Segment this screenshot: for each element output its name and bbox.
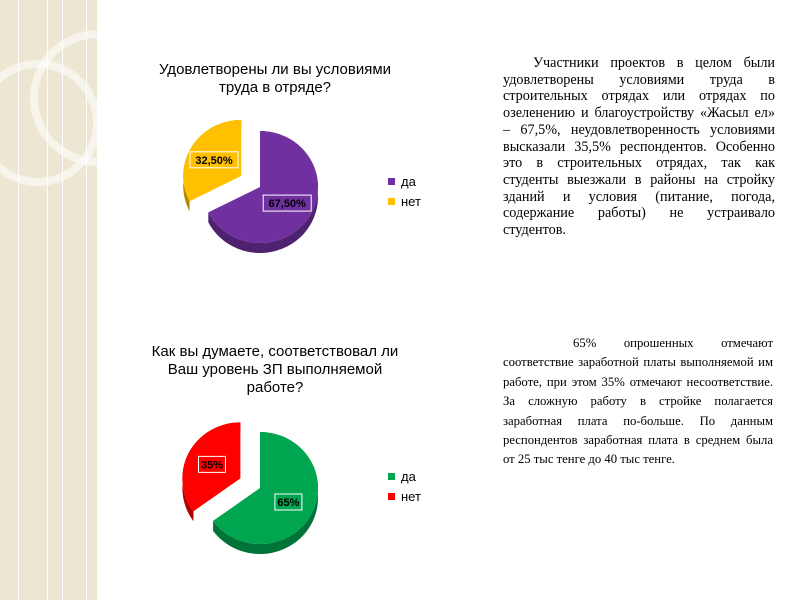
chart2-title-line: работе? — [246, 379, 304, 396]
legend-swatch — [388, 473, 395, 480]
legend-label: нет — [401, 488, 421, 504]
chart1-title — [140, 61, 410, 97]
legend-item-da — [388, 466, 421, 486]
legend-item-net — [388, 486, 421, 506]
data-label: 32,50% — [195, 154, 233, 167]
legend-label: да — [401, 468, 416, 484]
chart2-title — [140, 343, 410, 397]
chart1-title-line: Удовлетворены ли вы условиями — [158, 61, 392, 78]
legend-swatch — [388, 198, 395, 205]
chart1-legend — [388, 171, 421, 211]
data-label: 67,50% — [268, 198, 306, 211]
paragraph-satisfaction: Участники проектов в целом были удовлетворены условиями труда в строительных отрядах или отрядах по озеленению и благоустройству «Жасыл ел» – 67,5%, неудовлетворенность условиями высказали 35,5% респондентов. Особенно это в строительных отрядах, так как студенты выезжали в районы на стройку зданий и условия (питание, погода, содержание работы) не устраивало студентов. — [503, 55, 775, 239]
paragraph-salary: 65% опрошенных отмечают соответствие заработной платы выполняемой им работе, при этом 35% отмечают несоответствие. За сложную работу в стройке полагается заработная плата по-больше. По данным респондентов заработная плата в среднем была от 25 тыс тенге до 40 тыс тенге. — [503, 336, 773, 467]
data-label: 65% — [277, 496, 300, 509]
chart1-pie — [160, 115, 350, 275]
chart2-title-line: Как вы думаете, соответствовал ли — [151, 343, 399, 360]
legend-label: да — [401, 173, 416, 189]
legend-label: нет — [401, 193, 421, 209]
data-label: 35% — [200, 459, 223, 472]
legend-item-da — [388, 171, 421, 191]
chart2-title-line: Ваш уровень ЗП выполняемой — [167, 361, 383, 378]
legend-swatch — [388, 493, 395, 500]
legend-item-net — [388, 191, 421, 211]
legend-swatch — [388, 178, 395, 185]
chart2-pie — [160, 418, 350, 578]
chart2-legend — [388, 466, 421, 506]
chart1-title-line: труда в отряде? — [218, 79, 332, 96]
